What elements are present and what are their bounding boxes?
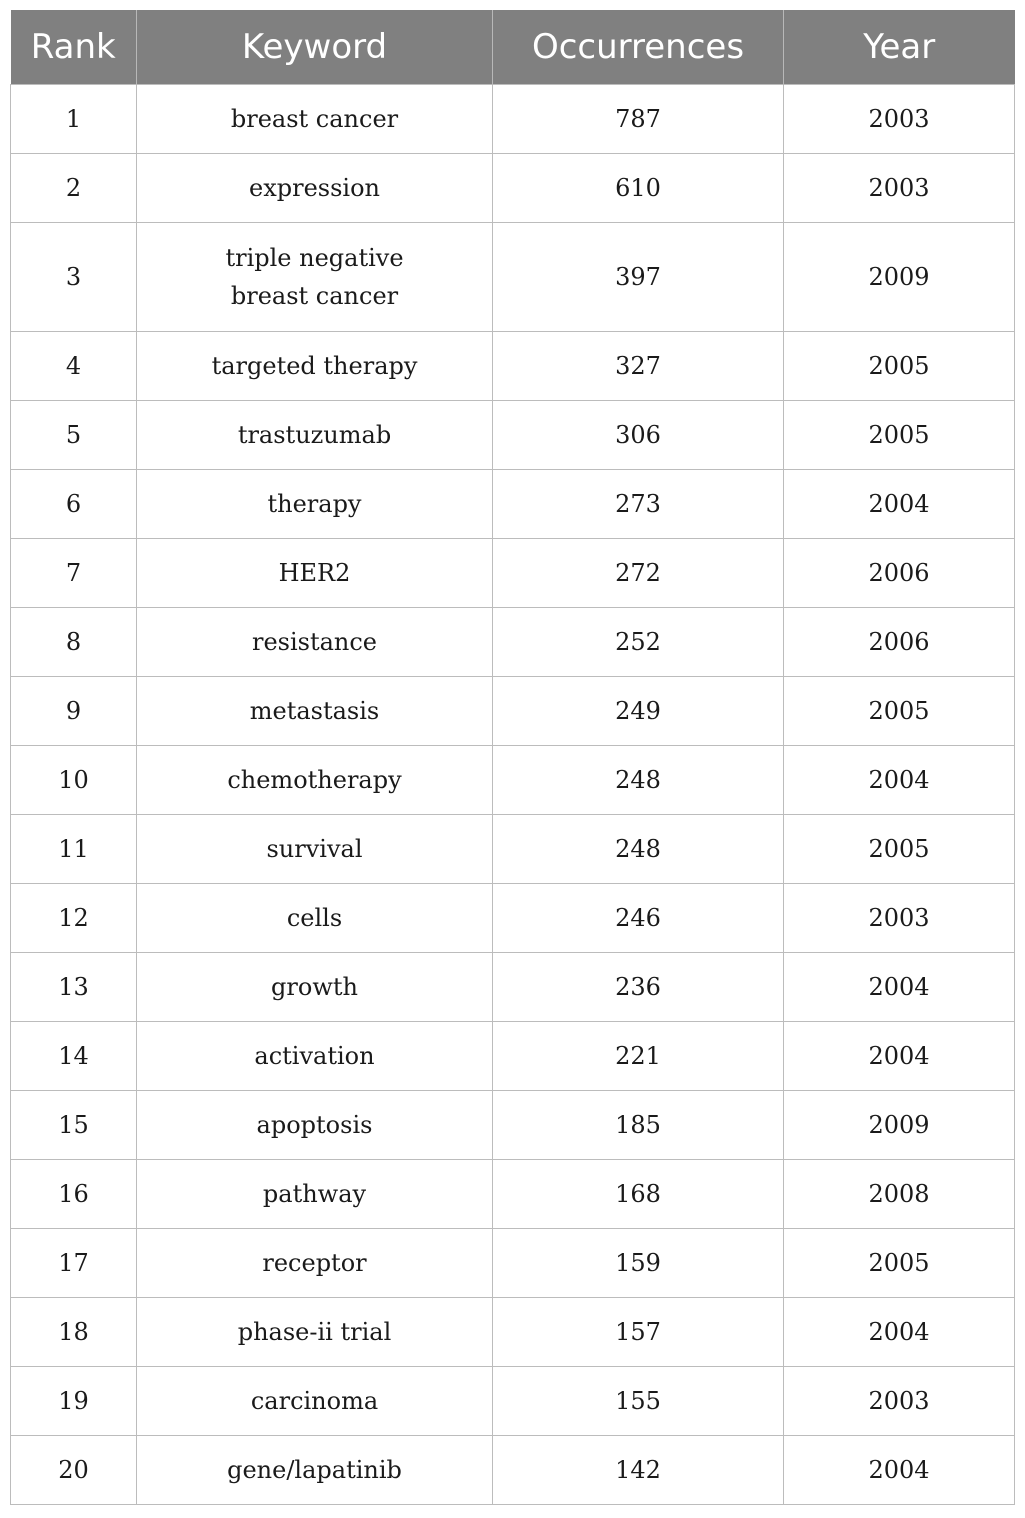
- keyword-cell: targeted therapy: [137, 332, 493, 401]
- keyword-cell: activation: [137, 1022, 493, 1091]
- table-row: [11, 1367, 1015, 1436]
- occurrences-cell: 221: [493, 1022, 784, 1091]
- rank-cell: 15: [11, 1091, 137, 1160]
- header-rank: Rank: [11, 10, 137, 85]
- occurrences-cell: 248: [493, 815, 784, 884]
- year-cell: 2004: [784, 1436, 1015, 1505]
- table-row: [11, 332, 1015, 401]
- rank-cell: 11: [11, 815, 137, 884]
- keyword-cell: therapy: [137, 470, 493, 539]
- occurrences-cell: 397: [493, 223, 784, 332]
- rank-cell: 8: [11, 608, 137, 677]
- rank-cell: 3: [11, 223, 137, 332]
- table-row: [11, 608, 1015, 677]
- rank-cell: 1: [11, 85, 137, 154]
- keyword-cell: chemotherapy: [137, 746, 493, 815]
- year-cell: 2003: [784, 154, 1015, 223]
- rank-cell: 7: [11, 539, 137, 608]
- table-row: [11, 1229, 1015, 1298]
- table-row: [11, 677, 1015, 746]
- header-keyword: Keyword: [137, 10, 493, 85]
- year-cell: 2004: [784, 953, 1015, 1022]
- rank-cell: 20: [11, 1436, 137, 1505]
- table-row: [11, 470, 1015, 539]
- table-row: [11, 154, 1015, 223]
- table-row: [11, 1298, 1015, 1367]
- occurrences-cell: 273: [493, 470, 784, 539]
- occurrences-cell: 272: [493, 539, 784, 608]
- rank-cell: 18: [11, 1298, 137, 1367]
- keyword-cell: trastuzumab: [137, 401, 493, 470]
- occurrences-cell: 246: [493, 884, 784, 953]
- occurrences-cell: 155: [493, 1367, 784, 1436]
- header-year: Year: [784, 10, 1015, 85]
- table-row: [11, 815, 1015, 884]
- keyword-cell: gene/lapatinib: [137, 1436, 493, 1505]
- occurrences-cell: 787: [493, 85, 784, 154]
- keyword-cell: HER2: [137, 539, 493, 608]
- year-cell: 2009: [784, 223, 1015, 332]
- table-row: [11, 746, 1015, 815]
- occurrences-cell: 327: [493, 332, 784, 401]
- keyword-cell: cells: [137, 884, 493, 953]
- rank-cell: 6: [11, 470, 137, 539]
- rank-cell: 2: [11, 154, 137, 223]
- rank-cell: 5: [11, 401, 137, 470]
- year-cell: 2008: [784, 1160, 1015, 1229]
- year-cell: 2003: [784, 884, 1015, 953]
- year-cell: 2005: [784, 1229, 1015, 1298]
- keyword-line: triple negative: [225, 244, 404, 272]
- year-cell: 2009: [784, 1091, 1015, 1160]
- table-row: [11, 539, 1015, 608]
- rank-cell: 10: [11, 746, 137, 815]
- occurrences-cell: 142: [493, 1436, 784, 1505]
- year-cell: 2004: [784, 1298, 1015, 1367]
- keyword-cell: apoptosis: [137, 1091, 493, 1160]
- year-cell: 2005: [784, 332, 1015, 401]
- keyword-cell: metastasis: [137, 677, 493, 746]
- occurrences-cell: 249: [493, 677, 784, 746]
- year-cell: 2003: [784, 1367, 1015, 1436]
- keyword-cell: growth: [137, 953, 493, 1022]
- keyword-cell: [137, 223, 493, 332]
- rank-cell: 14: [11, 1022, 137, 1091]
- rank-cell: 16: [11, 1160, 137, 1229]
- keyword-cell: breast cancer: [137, 85, 493, 154]
- occurrences-cell: 248: [493, 746, 784, 815]
- rank-cell: 9: [11, 677, 137, 746]
- occurrences-cell: 185: [493, 1091, 784, 1160]
- table-row: [11, 1160, 1015, 1229]
- keyword-line: breast cancer: [230, 282, 399, 310]
- year-cell: 2005: [784, 815, 1015, 884]
- occurrences-cell: 168: [493, 1160, 784, 1229]
- occurrences-cell: 159: [493, 1229, 784, 1298]
- table-row: [11, 1091, 1015, 1160]
- rank-cell: 19: [11, 1367, 137, 1436]
- year-cell: 2003: [784, 85, 1015, 154]
- table-row: [11, 401, 1015, 470]
- keyword-cell: carcinoma: [137, 1367, 493, 1436]
- keyword-cell: phase-ii trial: [137, 1298, 493, 1367]
- table-row: [11, 884, 1015, 953]
- year-cell: 2006: [784, 608, 1015, 677]
- occurrences-cell: 236: [493, 953, 784, 1022]
- table-row: [11, 223, 1015, 332]
- keyword-cell: expression: [137, 154, 493, 223]
- occurrences-cell: 252: [493, 608, 784, 677]
- header-occurrences: Occurrences: [493, 10, 784, 85]
- year-cell: 2005: [784, 677, 1015, 746]
- occurrences-cell: 306: [493, 401, 784, 470]
- rank-cell: 4: [11, 332, 137, 401]
- rank-cell: 13: [11, 953, 137, 1022]
- keyword-cell: resistance: [137, 608, 493, 677]
- table-row: [11, 953, 1015, 1022]
- table-row: [11, 1022, 1015, 1091]
- occurrences-cell: 610: [493, 154, 784, 223]
- keyword-cell: pathway: [137, 1160, 493, 1229]
- rank-cell: 12: [11, 884, 137, 953]
- year-cell: 2004: [784, 470, 1015, 539]
- year-cell: 2004: [784, 1022, 1015, 1091]
- year-cell: 2005: [784, 401, 1015, 470]
- year-cell: 2006: [784, 539, 1015, 608]
- occurrences-cell: 157: [493, 1298, 784, 1367]
- table-row: [11, 85, 1015, 154]
- table-header-row: [11, 10, 1015, 85]
- rank-cell: 17: [11, 1229, 137, 1298]
- year-cell: 2004: [784, 746, 1015, 815]
- keyword-cell: receptor: [137, 1229, 493, 1298]
- keyword-cell: survival: [137, 815, 493, 884]
- table-row: [11, 1436, 1015, 1505]
- keyword-table: [10, 10, 1015, 1505]
